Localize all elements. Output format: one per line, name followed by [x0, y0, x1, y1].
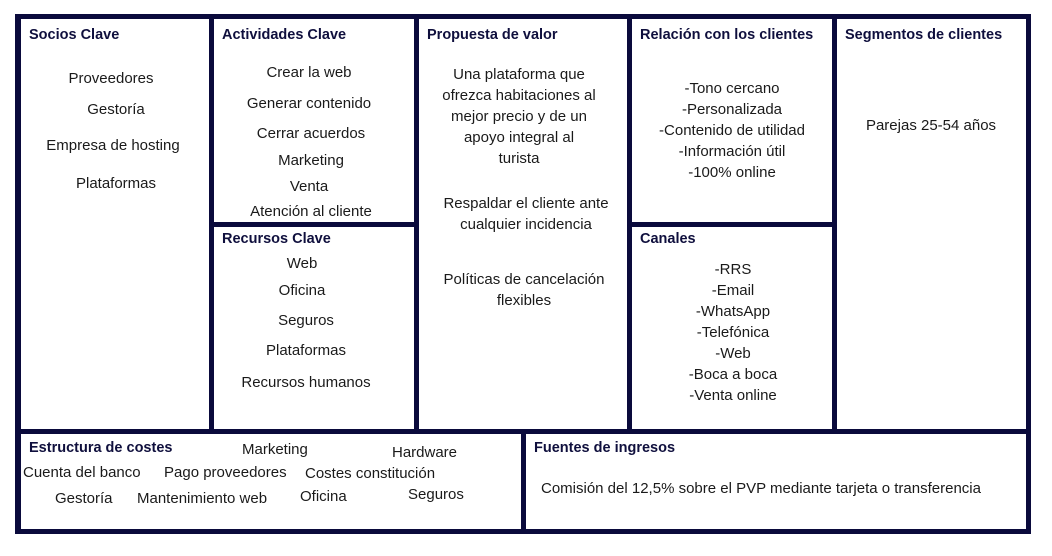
section-title: Socios Clave — [29, 27, 120, 43]
relationship-list — [659, 78, 805, 183]
list-item: Empresa de hosting — [46, 137, 180, 154]
cell-actividades-clave — [214, 19, 414, 222]
list-item: Seguros — [278, 312, 334, 329]
cost-item: Hardware — [392, 444, 458, 461]
list-item: Cerrar acuerdos — [256, 125, 366, 142]
section-title: Actividades Clave — [222, 27, 347, 43]
revenue-item: Comisión del 12,5% sobre el PVP mediante tarjeta o transferencia — [541, 480, 981, 497]
cost-item: Pago proveedores — [164, 464, 287, 481]
section-title: Estructura de costes — [29, 440, 173, 456]
business-model-canvas — [15, 14, 1031, 534]
section-title: Recursos Clave — [222, 231, 331, 247]
value-paragraph — [442, 64, 595, 169]
cost-item: Costes constitución — [305, 465, 436, 482]
list-item: -Telefónica — [696, 324, 770, 341]
section-title: Segmentos de clientes — [845, 27, 1003, 43]
list-item: Marketing — [278, 152, 344, 169]
list-item: -Contenido de utilidad — [659, 122, 805, 139]
cell-recursos-clave — [214, 227, 414, 429]
cost-item: Cuenta del banco — [23, 464, 141, 481]
list-item: -Boca a boca — [688, 366, 778, 383]
section-title: Fuentes de ingresos — [534, 440, 676, 456]
cell-fuentes-ingresos — [526, 434, 1026, 529]
list-item: Plataformas — [75, 175, 157, 192]
cell-estructura-costes — [21, 434, 521, 529]
list-item: Crear la web — [266, 64, 352, 81]
list-item: Atención al cliente — [250, 203, 372, 220]
cost-item: Mantenimiento web — [137, 490, 268, 507]
list-item: Generar contenido — [246, 95, 372, 112]
list-item: Recursos humanos — [241, 374, 371, 391]
value-paragraph — [443, 193, 608, 235]
list-item: Gestoría — [87, 101, 145, 118]
text-line: apoyo integral al — [463, 129, 575, 146]
list-item: Proveedores — [68, 70, 154, 87]
list-item: -Tono cercano — [684, 80, 780, 97]
section-title: Canales — [640, 231, 696, 247]
list-item: Parejas 25-54 años — [865, 117, 997, 134]
text-line: Una plataforma que — [453, 66, 585, 83]
cell-propuesta-valor — [419, 19, 627, 429]
section-title: Propuesta de valor — [427, 27, 558, 43]
text-line: flexibles — [496, 292, 552, 309]
cost-item: Oficina — [300, 488, 347, 505]
list-item: Web — [286, 255, 318, 272]
text-line: mejor precio y de un — [451, 108, 587, 125]
list-item: -RRS — [714, 261, 752, 278]
text-line: turista — [498, 150, 540, 167]
text-line: ofrezca habitaciones al — [442, 87, 596, 104]
cell-segmentos-clientes — [837, 19, 1026, 429]
list-item: -Personalizada — [681, 101, 783, 118]
list-item: -Web — [715, 345, 751, 362]
cost-item: Seguros — [408, 486, 464, 503]
list-item: -Venta online — [689, 387, 777, 404]
value-paragraph — [444, 269, 605, 311]
list-item: -100% online — [688, 164, 776, 181]
text-line: cualquier incidencia — [460, 216, 592, 233]
cell-canales — [632, 227, 832, 429]
list-item: -WhatsApp — [695, 303, 771, 320]
text-line: Respaldar el cliente ante — [443, 195, 609, 212]
cost-item: Gestoría — [55, 490, 113, 507]
list-item: -Email — [711, 282, 755, 299]
list-item: Oficina — [278, 282, 326, 299]
section-title: Relación con los clientes — [640, 27, 814, 43]
list-item: Venta — [289, 178, 329, 195]
text-line: Políticas de cancelación — [443, 271, 605, 288]
list-item: -Información útil — [678, 143, 786, 160]
cell-socios-clave — [21, 19, 209, 429]
list-item: Plataformas — [265, 342, 347, 359]
cost-item: Marketing — [242, 441, 308, 458]
cell-relacion-clientes — [632, 19, 832, 222]
channels-list — [689, 259, 777, 406]
